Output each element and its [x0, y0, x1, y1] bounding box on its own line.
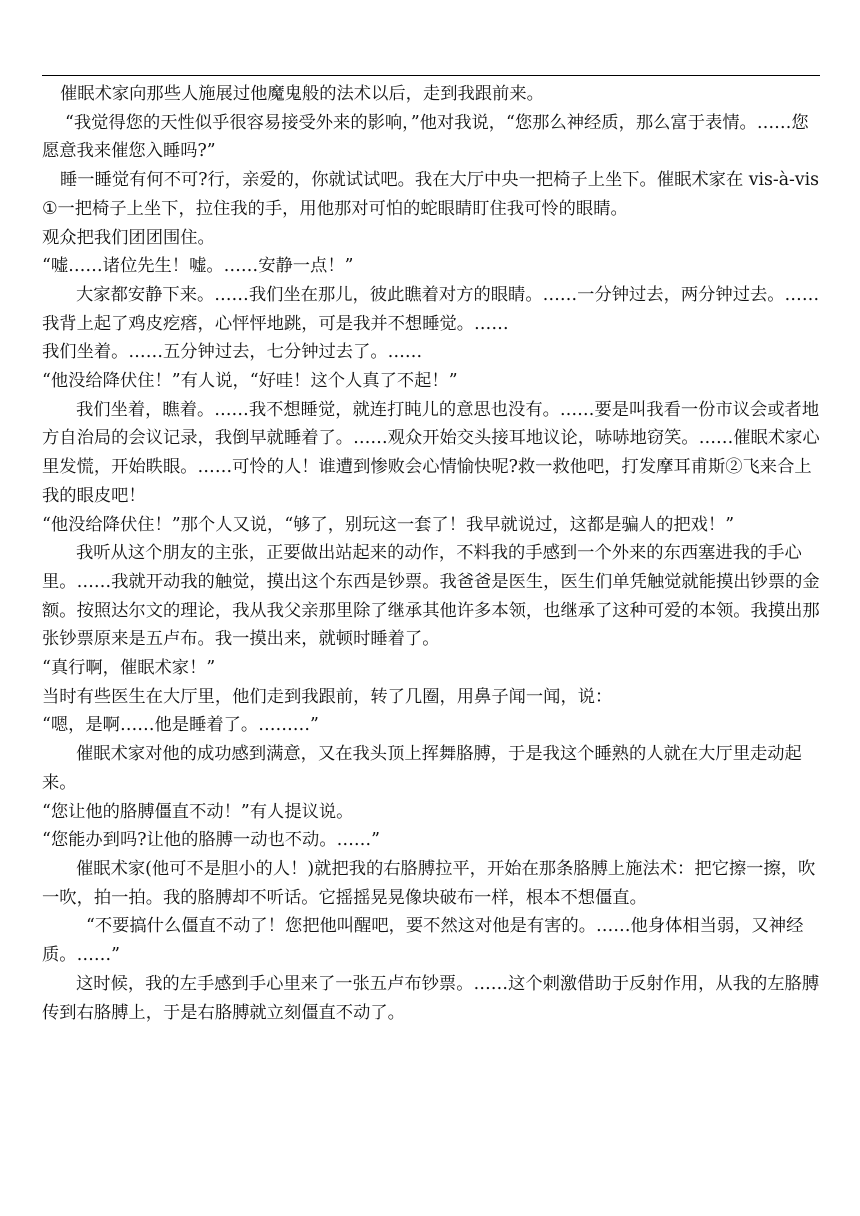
paragraph: “我觉得您的天性似乎很容易接受外来的影响，”他对我说，“您那么神经质，那么富于表情。……您愿意我来催您入睡吗?”	[42, 112, 809, 162]
paragraph: 这时候，我的左手感到手心里来了一张五卢布钞票。……这个刺激借助于反射作用，从我的左胳膊传到右胳膊上，于是右胳膊就立刻僵直不动了。	[42, 973, 820, 1023]
paragraph: “嗯，是啊……他是睡着了。………”	[42, 715, 319, 736]
header-rule	[42, 75, 820, 76]
paragraph: 大家都安静下来。……我们坐在那儿，彼此瞧着对方的眼睛。……一分钟过去，两分钟过去。……我背上起了鸡皮疙瘩，心怦怦地跳，可是我并不想睡觉。……	[42, 284, 820, 334]
paragraph: 催眠术家向那些人施展过他魔鬼般的法术以后，走到我跟前来。	[60, 84, 544, 104]
paragraph: 睡一睡觉有何不可?行，亲爱的，你就试试吧。我在大厅中央一把椅子上坐下。催眠术家在 vis-à-vis①一把椅子上坐下，拉住我的手，用他那对可怕的蛇眼睛盯住我可怜的眼睛。	[42, 170, 820, 219]
paragraph: “您能办到吗?让他的胳膊一动也不动。……”	[42, 830, 380, 851]
paragraph: 观众把我们团团围住。	[42, 227, 215, 248]
paragraph: “您让他的胳膊僵直不动！”有人提议说。	[42, 801, 354, 822]
paragraph: “真行啊，催眠术家！”	[42, 658, 216, 679]
paragraph: “不要搞什么僵直不动了！您把他叫醒吧，要不然这对他是有害的。……他身体相当弱，又神经质。……”	[42, 916, 804, 966]
story-text	[42, 80, 820, 1027]
paragraph: “嘘……诸位先生！嘘。……安静一点！”	[42, 256, 354, 277]
paragraph: 催眠术家对他的成功感到满意，又在我头顶上挥舞胳膊，于是我这个睡熟的人就在大厅里走动起来。	[42, 744, 802, 793]
paragraph: 我们坐着。……五分钟过去，七分钟过去了。……	[42, 342, 423, 363]
paragraph: 当时有些医生在大厅里，他们走到我跟前，转了几圈，用鼻子闻一闻，说：	[42, 686, 613, 707]
paragraph: 催眠术家(他可不是胆小的人！)就把我的右胳膊拉平，开始在那条胳膊上施法术：把它擦一擦，吹一吹，拍一拍。我的胳膊却不听话。它摇摇晃晃像块破布一样，根本不想僵直。	[42, 858, 816, 908]
paragraph: “他没给降伏住！”有人说，“好哇！这个人真了不起！”	[42, 371, 458, 392]
paragraph: “他没给降伏住！”那个人又说，“够了，别玩这一套了！我早就说过，这都是骗人的把戏！”	[42, 514, 735, 535]
paragraph: 我们坐着，瞧着。……我不想睡觉，就连打盹儿的意思也没有。……要是叫我看一份市议会或者地方自治局的会议记录，我倒早就睡着了。……观众开始交头接耳地议论，哧哧地窃笑。……催眠术家心里发慌，开始眣眼。……可怜的人！谁遭到惨败会心情愉快呢?救一救他吧，打发摩耳甫斯②飞来合上我的眼皮吧！	[42, 399, 820, 506]
paragraph: 我听从这个朋友的主张，正要做出站起来的动作，不料我的手感到一个外来的东西塞进我的手心里。……我就开动我的触觉，摸出这个东西是钞票。我爸爸是医生，医生们单凭触觉就能摸出钞票的金额。按照达尔文的理论，我从我父亲那里除了继承其他许多本领，也继承了这种可爱的本领。我摸出那张钞票原来是五卢布。我一摸出来，就顿时睡着了。	[42, 543, 820, 650]
